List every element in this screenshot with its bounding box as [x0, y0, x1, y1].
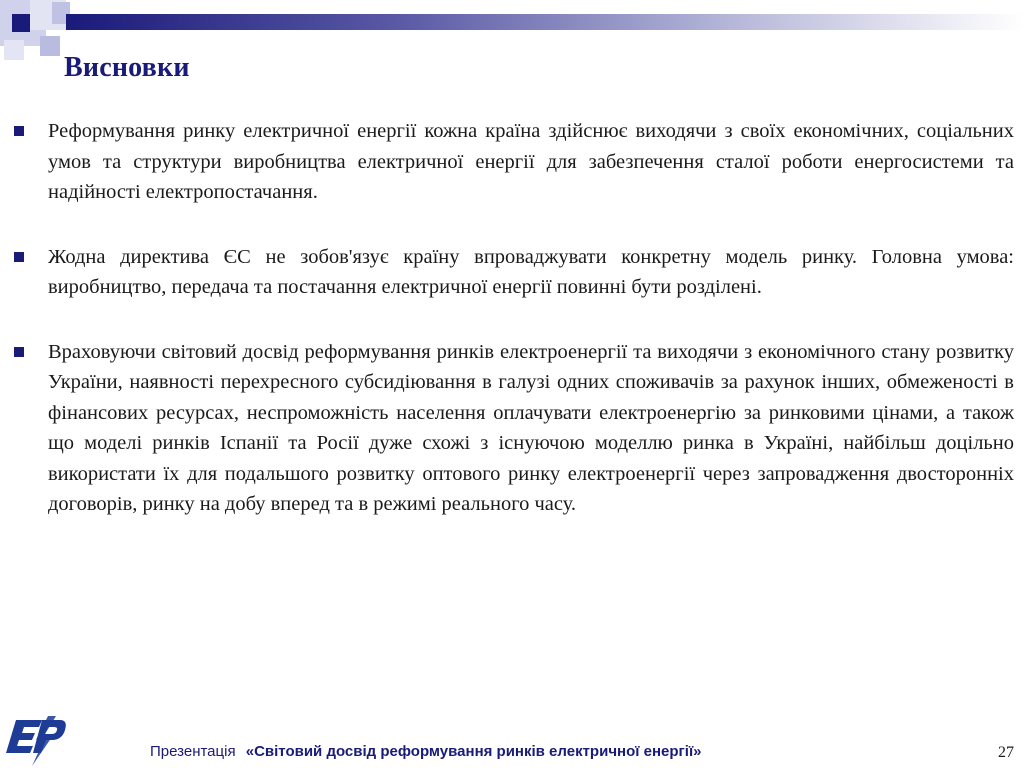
- decor-square-dark: [12, 14, 30, 32]
- bullet-item: [14, 242, 1014, 303]
- bullet-item: [14, 337, 1014, 520]
- square-bullet-icon: [14, 347, 24, 357]
- slide-title: Висновки: [64, 52, 190, 83]
- footer-caption: [150, 743, 702, 760]
- footer-lead: Презентація: [150, 743, 236, 760]
- footer-presentation-title: «Світовий досвід реформування ринків електричної енергії»: [245, 743, 702, 760]
- bullet-text: Реформування ринку електричної енергії кожна країна здійснює виходячи з своїх економічних, соціальних умов та структури виробництва електричної енергії для забезпечення сталої роботи енергосистеми та надійності електропостачання.: [48, 120, 1014, 203]
- slide-body: [14, 116, 1014, 520]
- bullet-item: [14, 116, 1014, 208]
- square-bullet-icon: [14, 126, 24, 136]
- bullet-text: Жодна директива ЄС не зобов'язує країну впроваджувати конкретну модель ринку. Головна умова: виробництво, передача та постачання електричної енергії повинні бути розділені.: [48, 245, 1014, 298]
- square-bullet-icon: [14, 252, 24, 262]
- decor-square-lilac: [40, 36, 60, 56]
- bullet-text: Враховуючи світовий досвід реформування ринків електроенергії та виходячи з економічного стану розвитку України, наявності перехресного субсидіювання в галузі одних споживачів за рахунок інших, обмеженості в фінансових ресурсах, неспроможність населення оплачувати електроенергію за ринковими цінами, а також що моделі ринків Іспанії та Росії дуже схожі з існуючою моделлю ринка в Україні, найбільш доцільно використати їх для подальшого розвитку оптового ринку електроенергії через запровадження двосторонніх договорів, ринку на добу вперед та в режимі реального часу.: [48, 340, 1014, 515]
- header-gradient-bar: [66, 14, 1024, 30]
- decor-square-faint: [4, 40, 24, 60]
- company-logo-icon: [2, 714, 68, 768]
- page-number: 27: [998, 744, 1014, 761]
